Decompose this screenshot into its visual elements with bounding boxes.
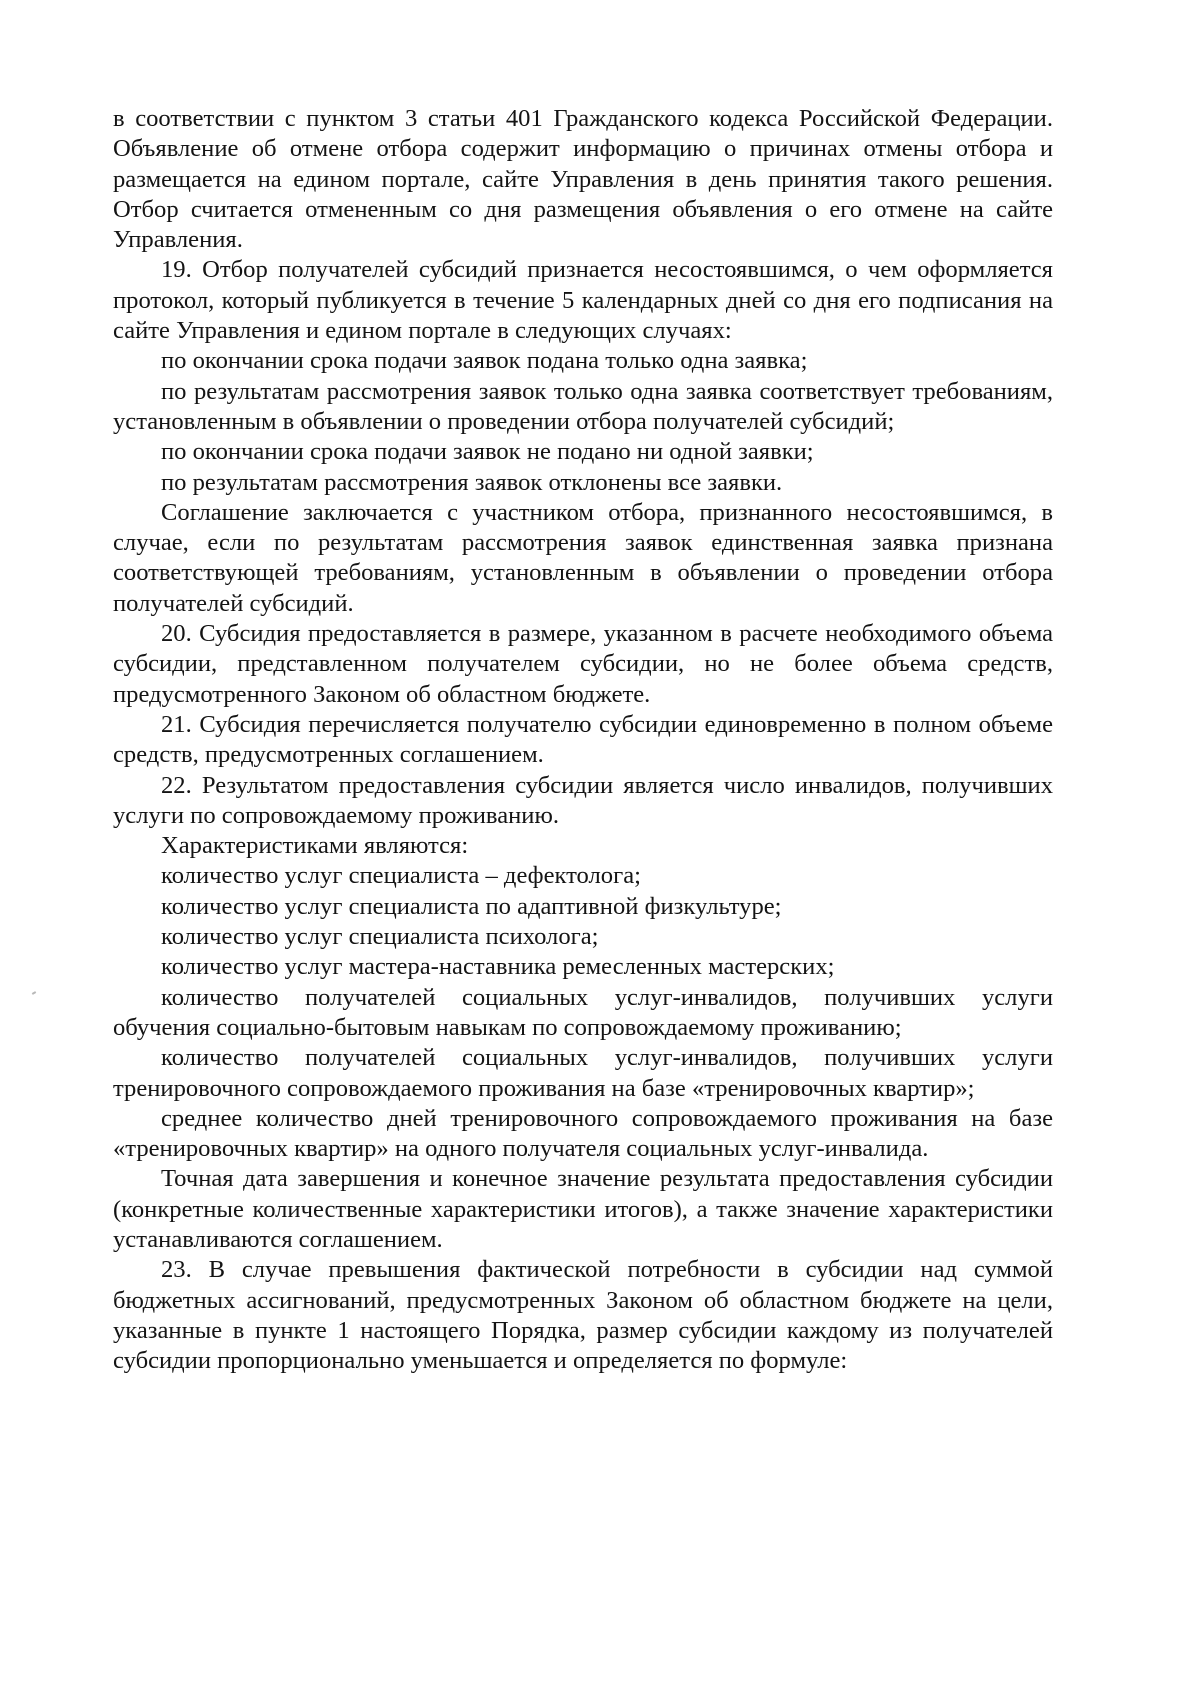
case-no-applications: по окончании срока подачи заявок не подано ни одной заявки;: [161, 438, 814, 466]
paragraph-20-subsidy-amount: 20. Субсидия предоставляется в размере, указанном в расчете необходимого объема субсидии, представленном получателем субсидии, но не более объема средств, предусмотренного Законом об областном бюджете.: [113, 620, 1053, 708]
scan-speck: [32, 991, 36, 995]
case-one-compliant-application: по результатам рассмотрения заявок только одна заявка соответствует требованиям, установленным в объявлении о проведении отбора получателей субсидий;: [113, 377, 1053, 435]
characteristic-average-days: среднее количество дней тренировочного сопровождаемого проживания на базе «тренировочных квартир» на одного получателя социальных услуг-инвалида.: [113, 1104, 1053, 1163]
characteristic-defectologist: количество услуг специалиста – дефектолога;: [161, 862, 641, 890]
paragraph-21-subsidy-transfer: 21. Субсидия перечисляется получателю субсидии единовременно в полном объеме средств, предусмотренных соглашением.: [113, 710, 1053, 769]
characteristic-training-apartments: количество получателей социальных услуг-инвалидов, получивших услуги тренировочного сопровождаемого проживания на базе «тренировочных квартир»;: [113, 1044, 1053, 1102]
characteristic-psychologist: количество услуг специалиста психолога;: [161, 923, 599, 951]
characteristic-adaptive-pe: количество услуг специалиста по адаптивной физкультуре;: [161, 892, 782, 920]
paragraph-1-continuation: в соответствии с пунктом 3 статьи 401 Гражданского кодекса Российской Федерации. Объявление об отмене отбора содержит информацию о причинах отмены отбора и размещается на едином портале, сайте Управления в день принятия такого решения. Отбор считается отмененным со дня размещения объявления о его отмене на сайте Управления.: [113, 105, 1053, 254]
case-all-rejected: по результатам рассмотрения заявок отклонены все заявки.: [161, 468, 783, 496]
case-one-application: по окончании срока подачи заявок подана только одна заявка;: [161, 347, 808, 375]
agreement-paragraph: Соглашение заключается с участником отбора, признанного несостоявшимся, в случае, если по результатам рассмотрения заявок единственная заявка признана соответствующей требованиям, установленным в объявлении о проведении отбора получателей субсидий.: [113, 498, 1053, 617]
characteristic-craft-mentor: количество услуг мастера-наставника ремесленных мастерских;: [161, 953, 835, 981]
document-page: [113, 104, 1053, 1376]
characteristic-social-skills: количество получателей социальных услуг-инвалидов, получивших услуги обучения социально-бытовым навыкам по сопровождаемому проживанию;: [113, 983, 1053, 1041]
paragraph-23-reduction-formula: 23. В случае превышения фактической потребности в субсидии над суммой бюджетных ассигнований, предусмотренных Законом об областном бюджете на цели, указанные в пункте 1 настоящего Порядка, размер субсидии каждому из получателей субсидии пропорционально уменьшается и определяется по формуле:: [113, 1256, 1053, 1375]
paragraph-22-result: 22. Результатом предоставления субсидии является число инвалидов, получивших услуги по сопровождаемому проживанию.: [113, 771, 1053, 829]
paragraph-19-selection-failed: 19. Отбор получателей субсидий признается несостоявшимся, о чем оформляется протокол, который публикуется в течение 5 календарных дней со дня его подписания на сайте Управления и едином портале в следующих случаях:: [113, 256, 1053, 345]
characteristics-heading: Характеристиками являются:: [161, 832, 469, 860]
completion-date-paragraph: Точная дата завершения и конечное значение результата предоставления субсидии (конкретные количественные характеристики итогов), а также значение характеристики устанавливаются соглашением.: [113, 1165, 1053, 1253]
